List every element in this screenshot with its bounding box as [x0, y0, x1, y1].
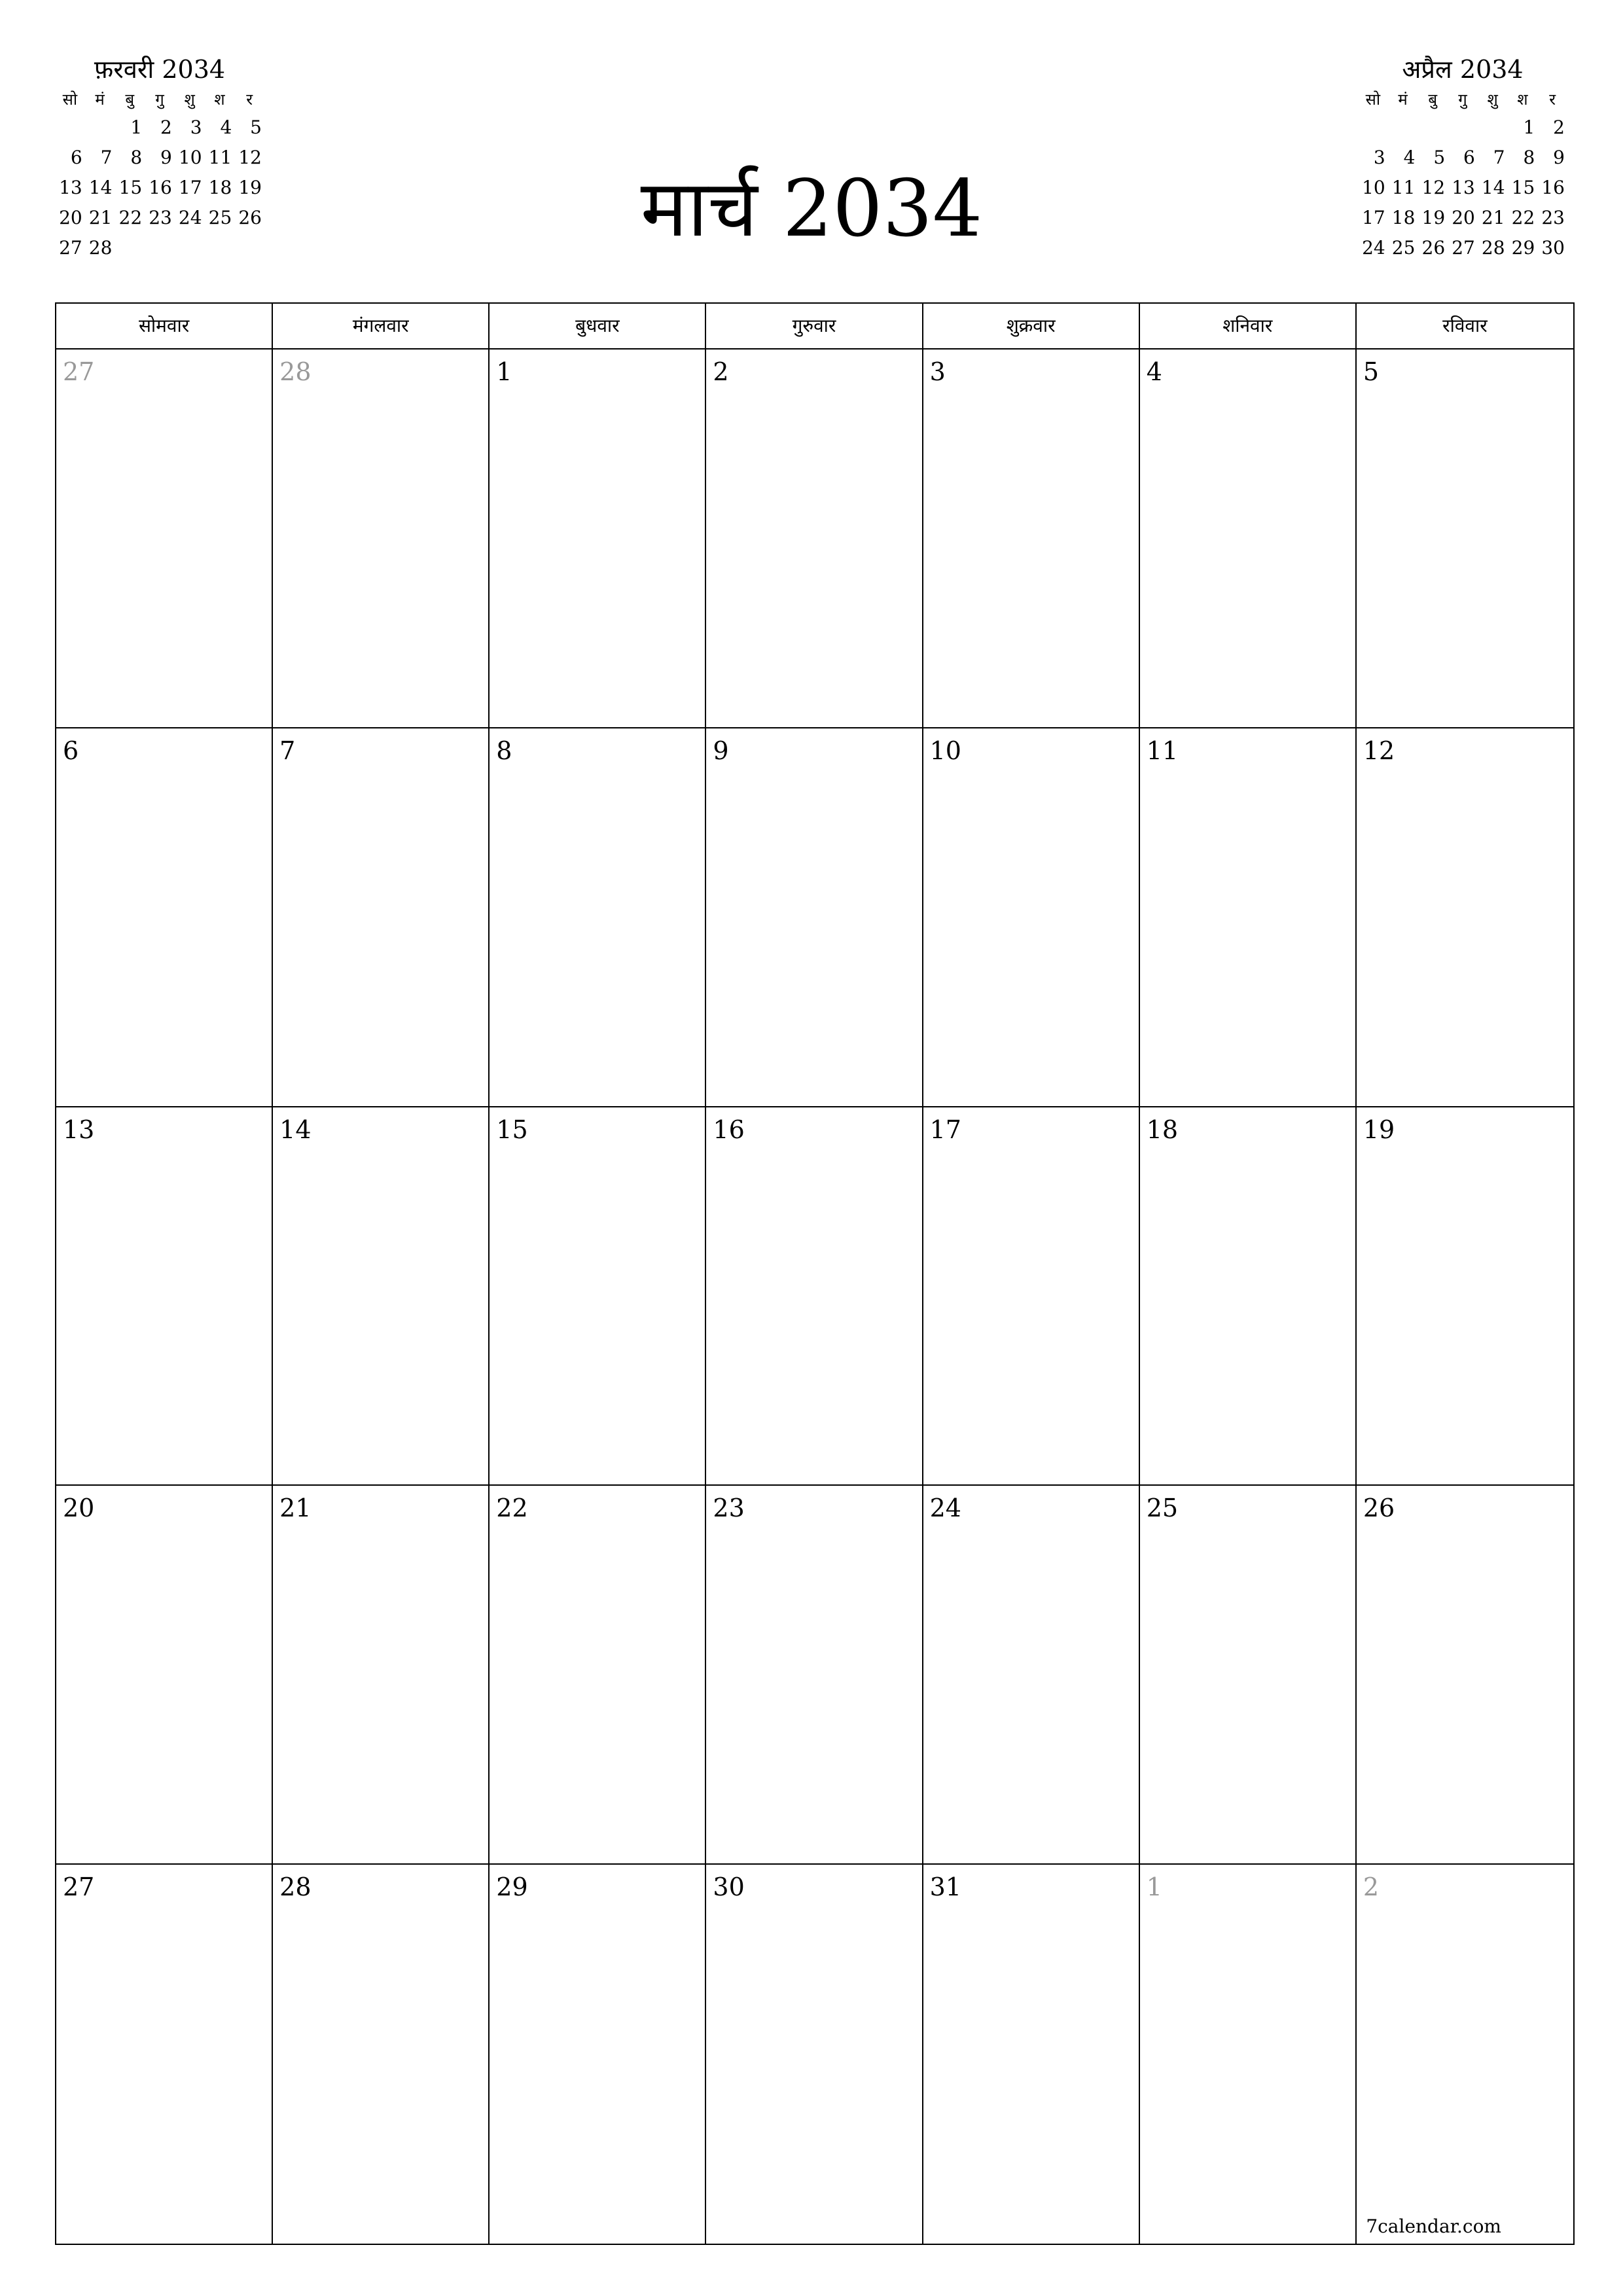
- weekday-header: शनिवार: [1140, 304, 1357, 350]
- weekday-header: गुरुवार: [706, 304, 923, 350]
- weekday-header: शुक्रवार: [923, 304, 1140, 350]
- mini-next-weekday: शु: [1487, 90, 1498, 109]
- day-number: 22: [496, 1494, 528, 1523]
- day-cell[interactable]: [273, 1107, 490, 1486]
- day-number: 21: [279, 1494, 312, 1523]
- day-number: 6: [63, 736, 79, 765]
- mini-prev-day: 22: [118, 207, 143, 228]
- mini-next-day: 13: [1452, 177, 1475, 198]
- weekday-header: बुधवार: [490, 304, 706, 350]
- mini-next-day: 7: [1493, 147, 1505, 168]
- day-cell[interactable]: [1140, 1865, 1357, 2244]
- mini-prev-day: 2: [160, 117, 172, 138]
- mini-prev-day: [55, 113, 85, 143]
- weekday-header: सोमवार: [56, 304, 273, 350]
- mini-next-day: 17: [1362, 207, 1385, 228]
- day-number: 14: [279, 1115, 312, 1144]
- mini-prev-day: 25: [208, 207, 232, 228]
- mini-prev-day: 12: [238, 147, 262, 168]
- mini-prev-day: 3: [190, 117, 202, 138]
- mini-prev-day: 14: [88, 177, 113, 198]
- day-number: 4: [1146, 357, 1162, 386]
- day-number: 24: [929, 1494, 961, 1523]
- day-number: 10: [929, 736, 961, 765]
- mini-next-day: 29: [1511, 237, 1535, 259]
- mini-prev-day: 8: [130, 147, 143, 168]
- mini-next-day: 18: [1391, 207, 1416, 228]
- day-cell[interactable]: [1140, 1486, 1357, 1865]
- mini-prev-title: फ़रवरी 2034: [94, 55, 226, 84]
- mini-next-day: 22: [1511, 207, 1535, 228]
- mini-prev-day: 15: [118, 177, 143, 198]
- day-cell[interactable]: [490, 728, 706, 1107]
- mini-prev-day: 1: [130, 117, 143, 138]
- mini-next-day: 24: [1362, 237, 1385, 259]
- day-number: 7: [279, 736, 296, 765]
- day-cell[interactable]: [1140, 728, 1357, 1107]
- day-number: 16: [713, 1115, 745, 1144]
- day-number: 2: [713, 357, 729, 386]
- day-number: 27: [63, 357, 95, 386]
- day-number: 29: [496, 1873, 528, 1902]
- mini-next-day: [1358, 113, 1388, 143]
- day-number: 31: [929, 1873, 961, 1902]
- day-number: 23: [713, 1494, 745, 1523]
- day-number: 12: [1363, 736, 1395, 765]
- mini-next-day: 14: [1481, 177, 1505, 198]
- day-cell[interactable]: [273, 1865, 490, 2244]
- day-cell[interactable]: [490, 1107, 706, 1486]
- mini-prev-day: 23: [149, 207, 172, 228]
- mini-prev-weekday: मं: [95, 90, 105, 109]
- day-number: 28: [279, 1873, 312, 1902]
- day-number: 19: [1363, 1115, 1395, 1144]
- mini-next-day: 4: [1403, 147, 1416, 168]
- day-cell[interactable]: [923, 350, 1140, 728]
- mini-prev-day: 10: [178, 147, 202, 168]
- mini-next-day: [1448, 113, 1478, 143]
- mini-next-weekday: सो: [1365, 90, 1381, 109]
- mini-prev-day: 4: [220, 117, 232, 138]
- day-number: 1: [496, 357, 512, 386]
- mini-prev-day: 9: [160, 147, 172, 168]
- day-cell[interactable]: [273, 350, 490, 728]
- day-number: 11: [1146, 736, 1179, 765]
- day-cell[interactable]: [490, 1865, 706, 2244]
- day-number: 1: [1146, 1873, 1162, 1902]
- day-cell[interactable]: [1140, 1107, 1357, 1486]
- weekday-header: रविवार: [1357, 304, 1573, 350]
- day-number: 20: [63, 1494, 95, 1523]
- day-cell[interactable]: [923, 1107, 1140, 1486]
- day-cell[interactable]: [923, 728, 1140, 1107]
- mini-next-day: [1418, 113, 1448, 143]
- day-cell[interactable]: [490, 1486, 706, 1865]
- mini-next-day: 23: [1541, 207, 1565, 228]
- day-number: 5: [1363, 357, 1380, 386]
- mini-prev-day: 13: [59, 177, 82, 198]
- day-number: 8: [496, 736, 512, 765]
- day-cell[interactable]: [923, 1486, 1140, 1865]
- site-credit: 7calendar.com: [1366, 2215, 1501, 2237]
- day-cell[interactable]: [56, 1486, 273, 1865]
- mini-prev-day: 19: [238, 177, 262, 198]
- day-cell[interactable]: [706, 350, 923, 728]
- day-cell[interactable]: [706, 1107, 923, 1486]
- mini-prev-day: 11: [208, 147, 232, 168]
- day-number: 26: [1363, 1494, 1395, 1523]
- mini-prev-weekday: र: [246, 90, 253, 109]
- mini-prev-weekday: गु: [155, 90, 164, 109]
- day-number: 9: [713, 736, 729, 765]
- mini-next-title: अप्रैल 2034: [1402, 55, 1524, 84]
- day-number: 13: [63, 1115, 95, 1144]
- mini-next-day: 30: [1541, 237, 1565, 259]
- day-cell[interactable]: [490, 350, 706, 728]
- mini-prev-day: 7: [100, 147, 113, 168]
- mini-prev-day: 16: [149, 177, 172, 198]
- day-number: 27: [63, 1873, 95, 1902]
- mini-next-day: 16: [1541, 177, 1565, 198]
- mini-next-day: 26: [1421, 237, 1446, 259]
- day-number: 18: [1146, 1115, 1179, 1144]
- mini-next-weekday: बु: [1428, 90, 1438, 109]
- day-cell[interactable]: [56, 350, 273, 728]
- day-cell[interactable]: [273, 728, 490, 1107]
- mini-next-day: 1: [1523, 117, 1535, 138]
- mini-prev-weekday: श: [214, 90, 225, 109]
- mini-next-weekday: श: [1517, 90, 1528, 109]
- day-cell[interactable]: [706, 728, 923, 1107]
- mini-next-day: 25: [1391, 237, 1416, 259]
- mini-next-day: 11: [1391, 177, 1416, 198]
- mini-prev-day: 6: [70, 147, 82, 168]
- mini-prev-day: 21: [88, 207, 113, 228]
- day-cell[interactable]: [273, 1486, 490, 1865]
- mini-next-day: 20: [1452, 207, 1475, 228]
- mini-next-weekday: गु: [1458, 90, 1467, 109]
- day-number: 25: [1146, 1494, 1179, 1523]
- page-title: मार्च 2034: [640, 164, 983, 255]
- mini-prev-day: 27: [59, 237, 82, 259]
- mini-next-day: 12: [1421, 177, 1446, 198]
- day-cell[interactable]: [1357, 728, 1573, 1107]
- mini-next-day: 10: [1362, 177, 1385, 198]
- mini-next-weekday: र: [1549, 90, 1556, 109]
- day-cell[interactable]: [706, 1486, 923, 1865]
- day-cell[interactable]: [1357, 1486, 1573, 1865]
- mini-next-day: 28: [1481, 237, 1505, 259]
- day-cell[interactable]: [1357, 1107, 1573, 1486]
- day-number: 17: [929, 1115, 961, 1144]
- mini-next-day: 8: [1523, 147, 1535, 168]
- day-number: 3: [929, 357, 946, 386]
- mini-next-day: 6: [1463, 147, 1475, 168]
- mini-next-weekday: मं: [1398, 90, 1408, 109]
- mini-prev-day: [85, 113, 115, 143]
- day-number: 30: [713, 1873, 745, 1902]
- day-cell[interactable]: [1140, 350, 1357, 728]
- mini-next-grid: [1358, 86, 1567, 263]
- day-cell[interactable]: [56, 728, 273, 1107]
- day-cell[interactable]: [706, 1865, 923, 2244]
- mini-next-day: 3: [1373, 147, 1385, 168]
- day-cell[interactable]: [56, 1107, 273, 1486]
- mini-prev-day: 24: [178, 207, 202, 228]
- mini-prev-day: 18: [208, 177, 232, 198]
- day-number: 2: [1363, 1873, 1380, 1902]
- mini-prev-weekday: शु: [184, 90, 195, 109]
- month-grid: [55, 302, 1575, 2245]
- mini-next-day: [1478, 113, 1508, 143]
- mini-prev-day: 5: [250, 117, 262, 138]
- mini-next-day: 15: [1511, 177, 1535, 198]
- day-cell[interactable]: [923, 1865, 1140, 2244]
- mini-next-day: 27: [1452, 237, 1475, 259]
- day-number: 15: [496, 1115, 528, 1144]
- day-cell[interactable]: [1357, 350, 1573, 728]
- mini-calendar-next: [1358, 52, 1567, 263]
- day-cell[interactable]: [56, 1865, 273, 2244]
- mini-prev-day: 26: [238, 207, 262, 228]
- mini-prev-weekday: बु: [125, 90, 135, 109]
- mini-prev-weekday: सो: [62, 90, 78, 109]
- day-number: 28: [279, 357, 312, 386]
- mini-next-day: 21: [1481, 207, 1505, 228]
- day-cell[interactable]: [1357, 1865, 1573, 2244]
- mini-prev-day: 28: [88, 237, 113, 259]
- mini-next-day: 2: [1553, 117, 1565, 138]
- mini-next-day: 5: [1433, 147, 1446, 168]
- mini-prev-day: 20: [59, 207, 82, 228]
- weekday-header: मंगलवार: [273, 304, 490, 350]
- mini-next-day: [1388, 113, 1418, 143]
- mini-next-day: 19: [1421, 207, 1446, 228]
- mini-next-day: 9: [1553, 147, 1565, 168]
- mini-prev-day: 17: [178, 177, 202, 198]
